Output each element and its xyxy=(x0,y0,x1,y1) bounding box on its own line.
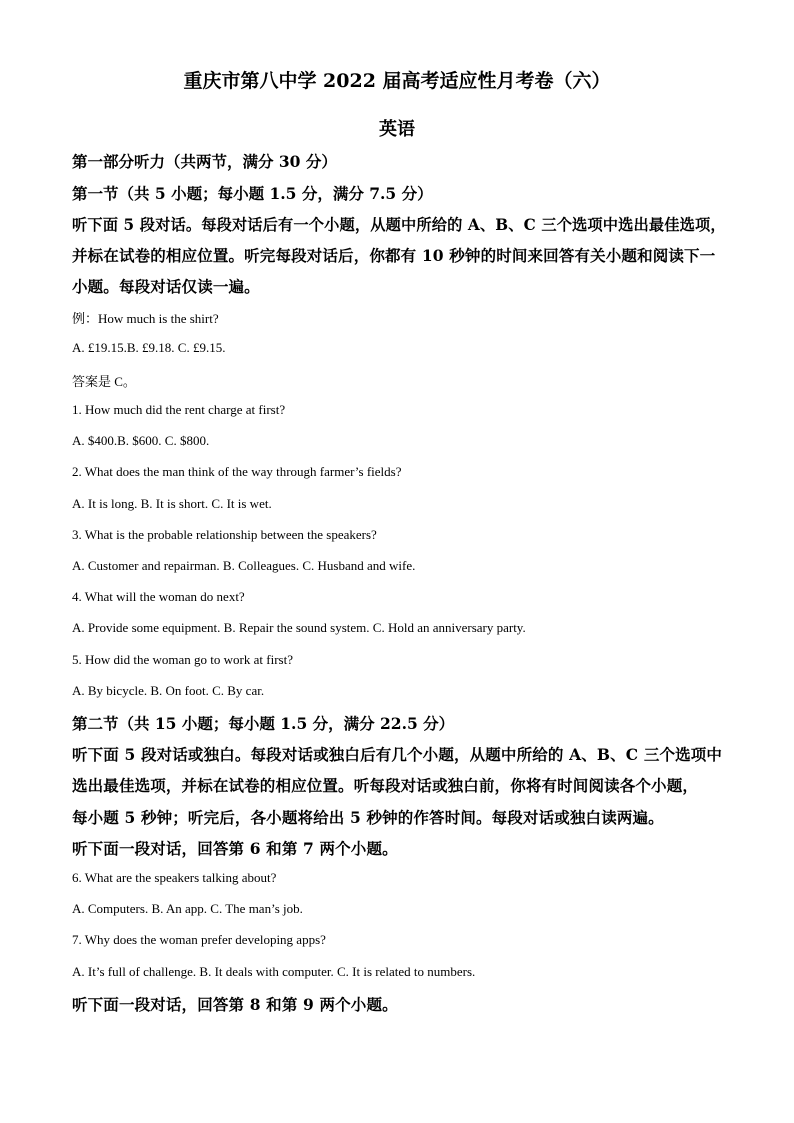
question-5-options: A. By bicycle. B. On foot. C. By car. xyxy=(72,683,265,698)
dialog-heading: 听下面一段对话，回答第 8 和第 9 两个小题。 xyxy=(72,995,398,1014)
question-2: 2. What does the man think of the way through farmer’s fields? xyxy=(72,464,402,479)
section1-instruction-line: 小题。每段对话仅读一遍。 xyxy=(72,277,260,296)
question-7-options: A. It’s full of challenge. B. It deals with computer. C. It is related to numbers. xyxy=(72,964,476,979)
question-1-options: A. $400.B. $600. C. $800. xyxy=(72,433,210,448)
section2-instruction-line: 选出最佳选项，并标在试卷的相应位置。听每段对话或独白前，你将有时间阅读各个小题， xyxy=(72,776,699,795)
section1-heading: 第一节（共 5 小题；每小题 1.5 分，满分 7.5 分） xyxy=(72,184,433,203)
question-7: 7. Why does the woman prefer developing apps? xyxy=(72,932,326,947)
example-question: 例：How much is the shirt? xyxy=(72,311,219,326)
section1-instruction-line: 听下面 5 段对话。每段对话后有一个小题，从题中所给的 A、B、C 三个选项中选出最佳选项， xyxy=(72,215,726,234)
question-4: 4. What will the woman do next? xyxy=(72,589,245,604)
question-4-options: A. Provide some equipment. B. Repair the sound system. C. Hold an anniversary party. xyxy=(72,620,526,635)
exam-title: 重庆市第八中学 2022 届高考适应性月考卷（六） xyxy=(183,70,611,92)
example-options: A. £19.15.B. £9.18. C. £9.15. xyxy=(72,340,226,355)
question-3-options: A. Customer and repairman. B. Colleagues. C. Husband and wife. xyxy=(72,558,416,573)
section2-heading: 第二节（共 15 小题；每小题 1.5 分，满分 22.5 分） xyxy=(72,714,455,733)
subject-title: 英语 xyxy=(379,119,415,140)
question-3: 3. What is the probable relationship between the speakers? xyxy=(72,527,377,542)
part1-heading: 第一部分听力（共两节，满分 30 分） xyxy=(72,152,337,171)
question-2-options: A. It is long. B. It is short. C. It is wet. xyxy=(72,496,272,511)
section2-instruction-line: 每小题 5 秒钟；听完后，各小题将给出 5 秒钟的作答时间。每段对话或独白读两遍。 xyxy=(72,808,664,827)
dialog-heading: 听下面一段对话，回答第 6 和第 7 两个小题。 xyxy=(72,839,398,858)
example-answer: 答案是 C。 xyxy=(72,374,136,389)
section2-instruction-line: 听下面 5 段对话或独白。每段对话或独白后有几个小题，从题中所给的 A、B、C 三个选项中 xyxy=(72,745,723,764)
question-6-options: A. Computers. B. An app. C. The man’s job. xyxy=(72,901,303,916)
question-1: 1. How much did the rent charge at first? xyxy=(72,402,286,417)
question-6: 6. What are the speakers talking about? xyxy=(72,870,277,885)
section1-instruction-line: 并标在试卷的相应位置。听完每段对话后，你都有 10 秒钟的时间来回答有关小题和阅读下一 xyxy=(72,246,716,265)
question-5: 5. How did the woman go to work at first? xyxy=(72,652,293,667)
